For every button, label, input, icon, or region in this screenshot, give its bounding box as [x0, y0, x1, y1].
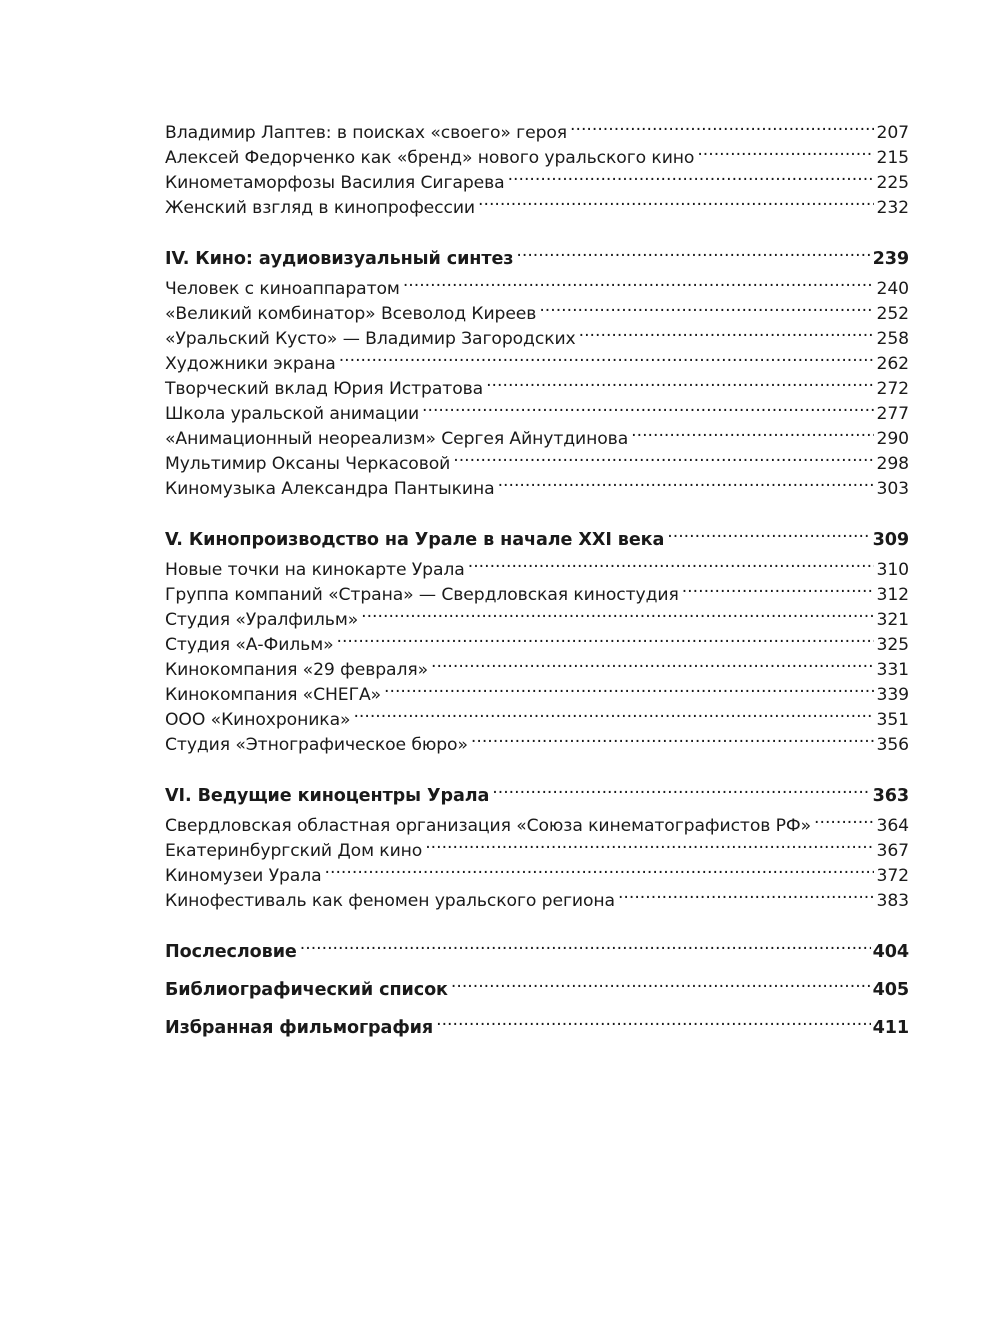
toc-entry-title: ООО «Кинохроника» [165, 710, 351, 730]
toc-entry-title: Школа уральской анимации [165, 404, 420, 424]
toc-entry-page: 372 [876, 866, 909, 886]
toc-filmography [165, 1007, 909, 1038]
toc-entry-page: 331 [876, 660, 909, 680]
toc-section-page: 404 [872, 942, 909, 962]
toc-entry-page: 356 [876, 735, 909, 755]
dot-leader [631, 419, 874, 444]
toc-entry-page: 262 [876, 354, 909, 374]
toc-entry-title: Творческий вклад Юрия Истратова [165, 379, 484, 399]
toc-section-heading [165, 238, 909, 269]
dot-leader [682, 575, 875, 600]
toc-entry-title: «Уральский Кусто» — Владимир Загородских [165, 329, 576, 349]
dot-leader [570, 113, 874, 138]
dot-leader [384, 675, 874, 700]
toc-section-title: Послесловие [165, 942, 297, 962]
toc-entry-page: 303 [876, 479, 909, 499]
dot-leader [478, 188, 874, 213]
toc-entry-title: «Анимационный неореализм» Сергея Айнутдинова [165, 429, 629, 449]
dot-leader [403, 269, 875, 294]
toc-group-intro [165, 113, 909, 218]
dot-leader [539, 294, 874, 319]
dot-leader [451, 969, 871, 995]
toc-section-title: Библиографический список [165, 980, 448, 1000]
toc-entry-title: Кинокомпания «29 февраля» [165, 660, 429, 680]
toc-entry-page: 290 [876, 429, 909, 449]
toc-entry-title: «Великий комбинатор» Всеволод Киреев [165, 304, 537, 324]
dot-leader [325, 856, 875, 881]
dot-leader [508, 163, 875, 188]
toc-entry-page: 312 [876, 585, 909, 605]
toc-entry [165, 806, 909, 836]
toc-entry-page: 325 [876, 635, 909, 655]
toc-entry-title: Группа компаний «Страна» — Свердловская киностудия [165, 585, 679, 605]
toc-entry-title: Новые точки на кинокарте Урала [165, 560, 465, 580]
toc-entry-page: 232 [876, 198, 909, 218]
toc-entry-page: 339 [876, 685, 909, 705]
dot-leader [516, 238, 870, 264]
toc-entry-title: Художники экрана [165, 354, 336, 374]
toc-group-section-4 [165, 269, 909, 499]
toc-entry-page: 207 [876, 123, 909, 143]
toc-section-page: 405 [872, 980, 909, 1000]
dot-leader [361, 600, 874, 625]
dot-leader [453, 444, 874, 469]
dot-leader [697, 138, 874, 163]
toc-section-page: 363 [872, 786, 909, 806]
dot-leader [618, 881, 875, 906]
toc-afterword [165, 931, 909, 962]
toc-section-page: 411 [872, 1018, 909, 1038]
toc-entry-title: Мультимир Оксаны Черкасовой [165, 454, 451, 474]
toc-entry-title: Киномузеи Урала [165, 866, 322, 886]
toc-section-title: V. Кинопроизводство на Урале в начале XXI века [165, 530, 665, 550]
toc-section-heading [165, 519, 909, 550]
dot-leader [471, 725, 875, 750]
toc-entry-page: 272 [876, 379, 909, 399]
toc-entry-page: 310 [876, 560, 909, 580]
toc-entry [165, 269, 909, 299]
dot-leader [353, 700, 874, 725]
toc-entry-page: 383 [876, 891, 909, 911]
dot-leader [422, 394, 874, 419]
toc-section-title: IV. Кино: аудиовизуальный синтез [165, 249, 514, 269]
toc-entry-page: 351 [876, 710, 909, 730]
dot-leader [431, 650, 874, 675]
toc-group-section-6 [165, 806, 909, 911]
toc-section-title: VI. Ведущие киноцентры Урала [165, 786, 490, 806]
toc-entry-title: Женский взгляд в кинопрофессии [165, 198, 476, 218]
toc-entry [165, 550, 909, 580]
dot-leader [667, 519, 870, 545]
dot-leader [498, 469, 875, 494]
toc-entry-page: 277 [876, 404, 909, 424]
toc-entry-title: Владимир Лаптев: в поисках «своего» героя [165, 123, 568, 143]
toc-entry-title: Студия «Уралфильм» [165, 610, 359, 630]
toc-entry-page: 215 [876, 148, 909, 168]
toc-section-page: 239 [872, 249, 909, 269]
toc-entry-page: 225 [876, 173, 909, 193]
toc-entry-title: Свердловская областная организация «Союза кинематографистов РФ» [165, 816, 812, 836]
dot-leader [425, 831, 874, 856]
toc-section-heading [165, 775, 909, 806]
toc-section-title: Избранная фильмография [165, 1018, 434, 1038]
dot-leader [436, 1007, 870, 1033]
toc-entry-page: 321 [876, 610, 909, 630]
toc-entry-title: Студия «А-Фильм» [165, 635, 334, 655]
toc-entry-page: 240 [876, 279, 909, 299]
dot-leader [579, 319, 875, 344]
toc-entry-title: Кинофестиваль как феномен уральского региона [165, 891, 615, 911]
dot-leader [339, 344, 875, 369]
dot-leader [300, 931, 871, 957]
toc-entry-title: Студия «Этнографическое бюро» [165, 735, 468, 755]
toc-bibliography [165, 969, 909, 1000]
dot-leader [814, 806, 874, 831]
toc-entry-title: Кинометаморфозы Василия Сигарева [165, 173, 505, 193]
dot-leader [336, 625, 874, 650]
dot-leader [468, 550, 875, 575]
toc-group-section-5 [165, 550, 909, 755]
toc-entry [165, 113, 909, 143]
dot-leader [492, 775, 870, 801]
toc-entry-page: 367 [876, 841, 909, 861]
toc-section-page: 309 [872, 530, 909, 550]
toc-entry-page: 298 [876, 454, 909, 474]
toc-entry-title: Человек с киноаппаратом [165, 279, 400, 299]
toc-entry-title: Алексей Федорченко как «бренд» нового уральского кино [165, 148, 695, 168]
dot-leader [486, 369, 874, 394]
toc-entry-title: Киномузыка Александра Пантыкина [165, 479, 495, 499]
toc-entry-title: Екатеринбургский Дом кино [165, 841, 423, 861]
table-of-contents [165, 113, 909, 1038]
toc-entry-page: 364 [876, 816, 909, 836]
toc-entry-page: 252 [876, 304, 909, 324]
toc-entry-title: Кинокомпания «СНЕГА» [165, 685, 382, 705]
toc-entry-page: 258 [876, 329, 909, 349]
